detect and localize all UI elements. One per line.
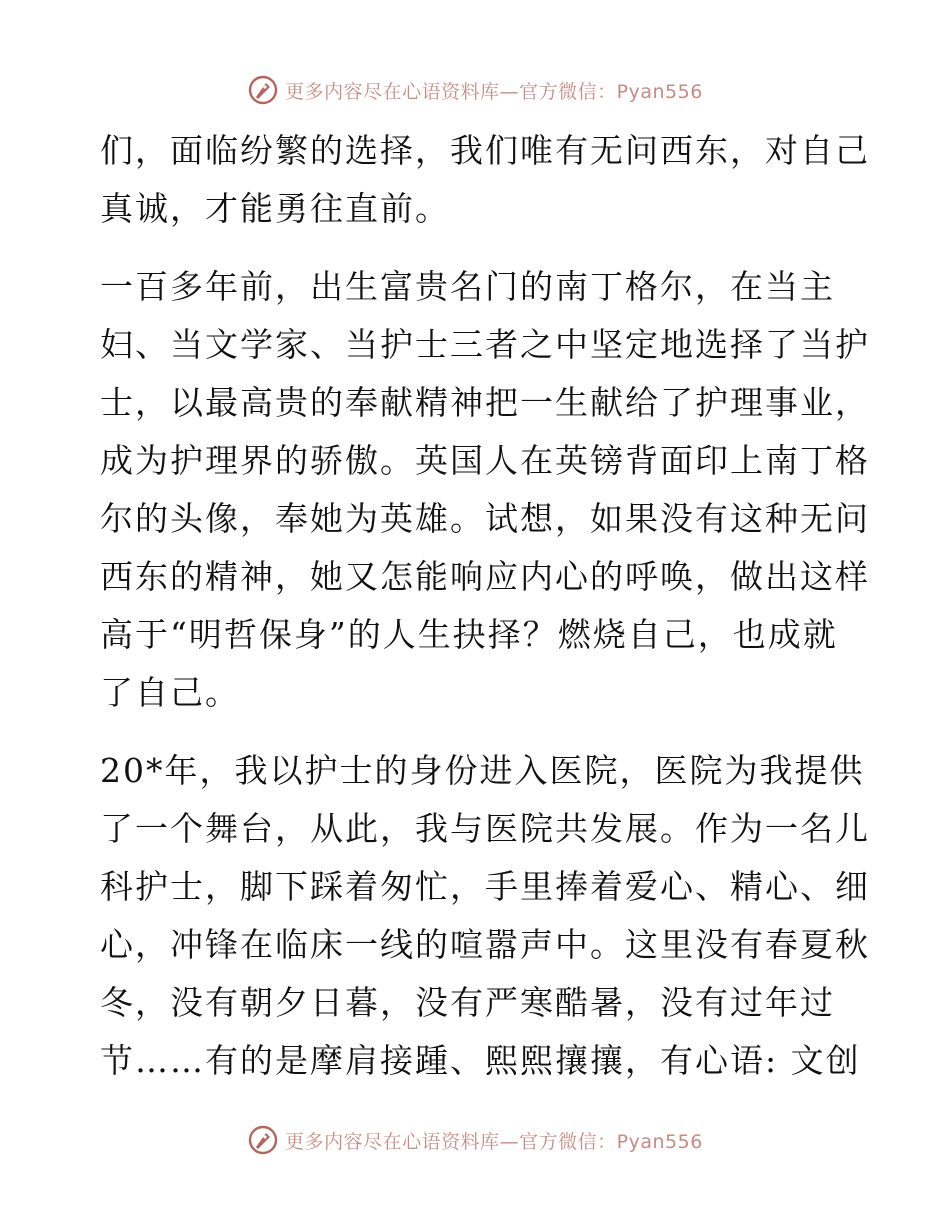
pen-nib-circle-icon [247, 74, 279, 106]
text-line: 心，冲锋在临床一线的喧嚣声中。这里没有春夏秋 [100, 925, 870, 964]
document-body [100, 122, 870, 1090]
text-line: 了自己。 [100, 673, 240, 712]
text-line: 士，以最高贵的奉献精神把一生献给了护理事业， [100, 383, 870, 422]
footer-watermark [0, 1120, 950, 1160]
pen-nib-circle-icon [247, 1124, 279, 1156]
text-line: 们，面临纷繁的选择，我们唯有无问西东，对自己 [100, 131, 870, 170]
text-line: 科护士，脚下踩着匆忙，手里捧着爱心、精心、细 [100, 867, 870, 906]
text-line: 真诚，才能勇往直前。 [100, 189, 450, 228]
text-line: 西东的精神，她又怎能响应内心的呼唤，做出这样 [100, 557, 870, 596]
text-line: 成为护理界的骄傲。英国人在英镑背面印上南丁格 [100, 441, 870, 480]
text-line: 尔的头像，奉她为英雄。试想，如果没有这种无问 [100, 499, 870, 538]
paragraph [100, 258, 870, 722]
watermark-text: 更多内容尽在心语资料库—官方微信：Pyan556 [285, 80, 703, 103]
text-line: 了一个舞台，从此，我与医院共发展。作为一名儿 [100, 809, 870, 848]
text-line: 高于“明哲保身”的人生抉择？燃烧自己，也成就 [100, 615, 838, 654]
text-line: 妇、当文学家、当护士三者之中坚定地选择了当护 [100, 325, 870, 364]
text-line: 冬，没有朝夕日暮，没有严寒酷暑，没有过年过 [100, 983, 835, 1022]
text-line: 节……有的是摩肩接踵、熙熙攘攘，有心语: 文创 [100, 1041, 861, 1080]
paragraph [100, 122, 870, 238]
watermark-text: 更多内容尽在心语资料库—官方微信：Pyan556 [285, 1130, 703, 1153]
paragraph [100, 742, 870, 1090]
text-line: 一百多年前，出生富贵名门的南丁格尔，在当主 [100, 267, 835, 306]
text-line: 20*年，我以护士的身份进入医院，医院为我提供 [100, 751, 865, 790]
header-watermark [0, 70, 950, 110]
